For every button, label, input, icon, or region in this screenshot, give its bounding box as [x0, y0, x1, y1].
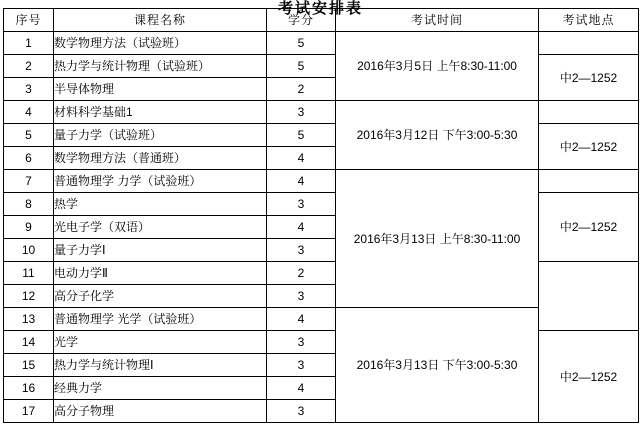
cell-exam-place: 中2—1252: [539, 331, 639, 423]
table-row: [4, 170, 639, 193]
cell-no: 5: [4, 124, 54, 147]
cell-course: 电动力学Ⅱ: [54, 262, 267, 285]
page-title: 考试安排表: [277, 0, 363, 17]
cell-no: 7: [4, 170, 54, 193]
cell-course: 热力学与统计物理（试验班）: [54, 55, 267, 78]
cell-course: 数学物理方法（普通班）: [54, 147, 267, 170]
table-row: [4, 101, 639, 124]
cell-course: 光学: [54, 331, 267, 354]
cell-exam-place: [539, 170, 639, 193]
table-row: [4, 55, 639, 78]
cell-exam-time: 2016年3月5日 上午8:30-11:00: [336, 32, 539, 101]
cell-credit: 4: [267, 377, 336, 400]
cell-credit: 5: [267, 32, 336, 55]
cell-course: 普通物理学 力学（试验班）: [54, 170, 267, 193]
cell-no: 14: [4, 331, 54, 354]
cell-credit: 2: [267, 78, 336, 101]
cell-credit: 4: [267, 170, 336, 193]
cell-course: 普通物理学 光学（试验班）: [54, 308, 267, 331]
cell-no: 13: [4, 308, 54, 331]
column-header-place: 考试地点: [539, 9, 639, 32]
cell-exam-place: [539, 32, 639, 55]
cell-no: 8: [4, 193, 54, 216]
cell-no: 1: [4, 32, 54, 55]
table-header-row: [4, 9, 639, 32]
cell-credit: 3: [267, 239, 336, 262]
exam-schedule-table: [3, 8, 639, 423]
cell-no: 15: [4, 354, 54, 377]
cell-credit: 3: [267, 193, 336, 216]
cell-exam-time: 2016年3月13日 下午3:00-5:30: [336, 308, 539, 423]
cell-course: 热力学与统计物理Ⅰ: [54, 354, 267, 377]
cell-course: 量子力学（试验班）: [54, 124, 267, 147]
cell-course: 量子力学Ⅰ: [54, 239, 267, 262]
cell-no: 4: [4, 101, 54, 124]
cell-exam-place: 中2—1252: [539, 193, 639, 262]
column-header-no: 序号: [4, 9, 54, 32]
table-row: [4, 193, 639, 216]
cell-exam-place: [539, 262, 639, 331]
cell-course: 高分子物理: [54, 400, 267, 423]
cell-course: 高分子化学: [54, 285, 267, 308]
cell-no: 12: [4, 285, 54, 308]
column-header-credit: 学分: [267, 9, 336, 32]
cell-exam-place: [539, 101, 639, 124]
column-header-course: 课程名称: [54, 9, 267, 32]
cell-no: 2: [4, 55, 54, 78]
cell-credit: 3: [267, 331, 336, 354]
cell-credit: 3: [267, 101, 336, 124]
column-header-time: 考试时间: [336, 9, 539, 32]
cell-credit: 5: [267, 55, 336, 78]
cell-no: 11: [4, 262, 54, 285]
table-row: [4, 262, 639, 285]
cell-credit: 4: [267, 147, 336, 170]
table-row: [4, 124, 639, 147]
cell-credit: 2: [267, 262, 336, 285]
cell-exam-time: 2016年3月13日 上午8:30-11:00: [336, 170, 539, 308]
cell-credit: 3: [267, 285, 336, 308]
cell-no: 16: [4, 377, 54, 400]
cell-exam-place: 中2—1252: [539, 55, 639, 101]
table-row: [4, 32, 639, 55]
cell-course: 经典力学: [54, 377, 267, 400]
cell-no: 10: [4, 239, 54, 262]
cell-credit: 3: [267, 400, 336, 423]
cell-no: 9: [4, 216, 54, 239]
cell-credit: 4: [267, 216, 336, 239]
cell-course: 数学物理方法（试验班）: [54, 32, 267, 55]
cell-no: 6: [4, 147, 54, 170]
cell-no: 3: [4, 78, 54, 101]
cell-exam-place: 中2—1252: [539, 124, 639, 170]
table-body: [4, 32, 639, 423]
cell-course: 热学: [54, 193, 267, 216]
cell-exam-time: 2016年3月12日 下午3:00-5:30: [336, 101, 539, 170]
cell-course: 光电子学（双语）: [54, 216, 267, 239]
cell-course: 材料科学基础1: [54, 101, 267, 124]
cell-credit: 4: [267, 308, 336, 331]
table-row: [4, 331, 639, 354]
cell-credit: 5: [267, 124, 336, 147]
cell-credit: 3: [267, 354, 336, 377]
cell-course: 半导体物理: [54, 78, 267, 101]
cell-no: 17: [4, 400, 54, 423]
